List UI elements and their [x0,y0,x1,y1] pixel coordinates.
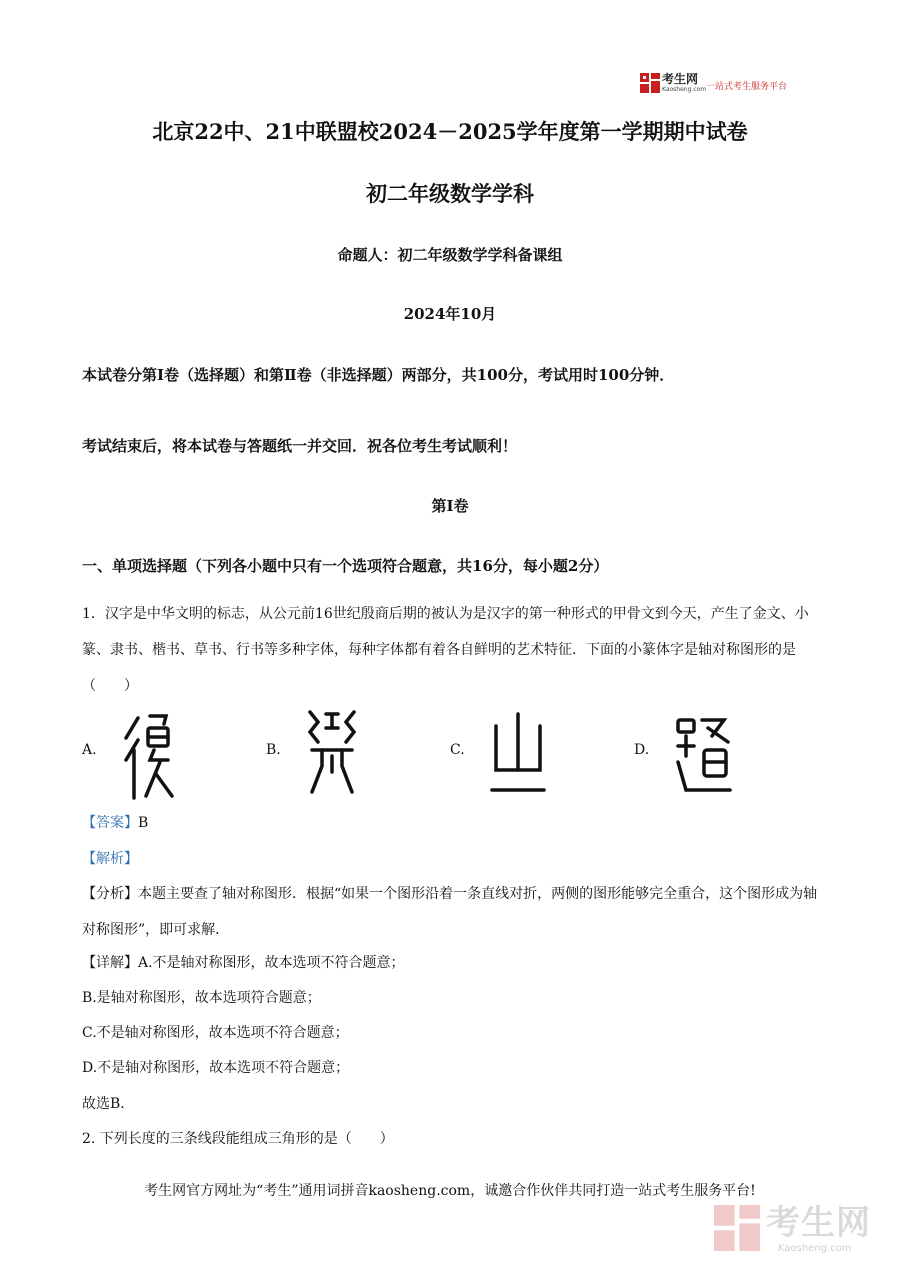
conclusion: 故选B． [82,1096,135,1112]
fenxi-tag: 【分析】 [82,886,138,902]
detail-a-line [82,952,405,972]
exam-date: 2024年10月 [403,305,497,323]
seal-char-a-icon [120,710,180,800]
analysis-tag: 【解析】 [82,851,138,867]
option-c-label: C. [450,742,465,758]
brand-logo [640,73,810,95]
exam-subject: 初二年级数学学科 [366,181,534,206]
exam-author: 命题人：初二年级数学学科备课组 [337,246,563,264]
seal-char-d-icon [674,712,734,802]
analysis-fenxi [82,876,822,948]
option-a-label: A. [82,742,97,758]
seal-char-b-icon [302,706,362,796]
detail-c: C.不是轴对称图形，故本选项不符合题意； [82,1025,349,1041]
detail-a: A.不是轴对称图形，故本选项不符合题意； [138,955,405,971]
volume-heading: 第Ⅰ卷 [431,497,469,515]
watermark-cn: 考生网 [766,1203,871,1243]
exam-notice: 考试结束后，将本试卷与答题纸一并交回．祝各位考生考试顺利！ [82,437,518,455]
fenxi-text: 本题主要查了轴对称图形．根据“如果一个图形沿着一条直线对折，两侧的图形能够完全重合，这个图形成为轴对称图形”，即可求解． [82,886,818,938]
question-1-text: 1．汉字是中华文明的标志，从公元前16世纪殷商后期的被认为是汉字的第一种形式的甲骨文到今天，产生了金文、小篆、隶书、楷书、草书、行书等多种字体，每种字体都有着各自鲜明的艺术特征．下面的小篆体字是轴对称图形的是（ ） [82,606,809,694]
question-2-text: 2. 下列长度的三条线段能组成三角形的是（ ） [82,1131,394,1147]
watermark-logo-icon [714,1205,760,1251]
watermark [714,1203,884,1259]
footer-text: 考生网官方网址为“考生”通用词拼音kaosheng.com，诚邀合作伙伴共同打造一站式考生服务平台! [144,1183,756,1199]
exam-intro: 本试卷分第Ⅰ卷（选择题）和第Ⅱ卷（非选择题）两部分，共100分，考试用时100分钟． [82,366,675,384]
answer-line [82,812,148,832]
answer-tag: 【答案】 [82,815,138,831]
detail-d: D.不是轴对称图形，故本选项不符合题意； [82,1060,350,1076]
answer-value: B [138,815,149,831]
exam-title: 北京22中、21中联盟校2024－2025学年度第一学期期中试卷 [152,119,748,144]
logo-cn-text: 考生网 [662,72,699,86]
option-b-label: B. [266,742,281,758]
detail-tag: 【详解】 [82,955,138,971]
option-d-label: D. [634,742,650,758]
logo-en-text: Kaosheng.com [662,86,707,93]
kaosheng-logo-icon [640,73,660,93]
watermark-en: Kaosheng.com [778,1243,852,1254]
seal-char-c-icon [488,708,548,798]
detail-b: B.是轴对称图形，故本选项符合题意； [82,990,321,1006]
section-heading: 一、单项选择题（下列各小题中只有一个选项符合题意，共16分，每小题2分） [82,557,609,575]
logo-slogan: 一站式考生服务平台 [706,82,788,92]
